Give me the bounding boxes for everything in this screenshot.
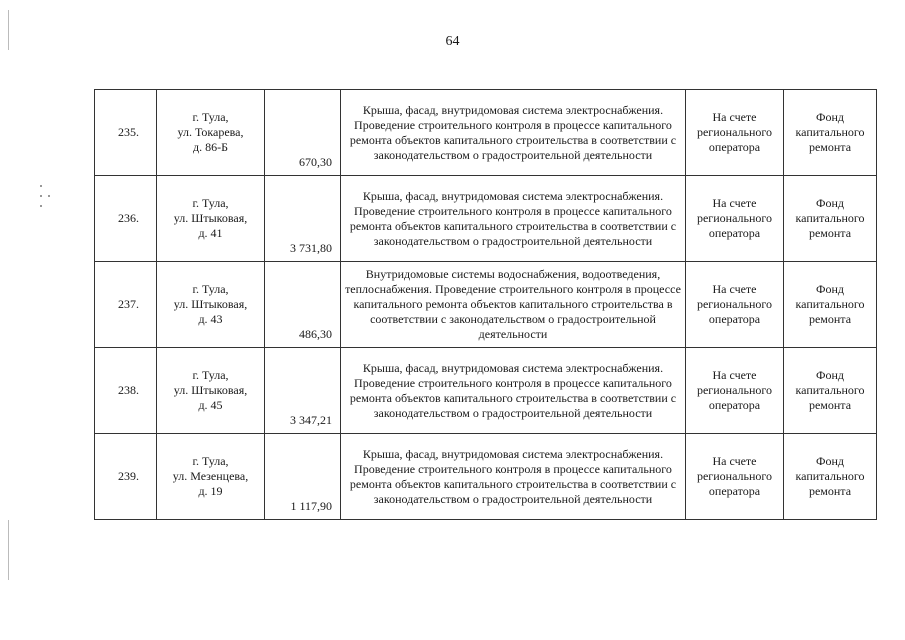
address-cell-line: г. Тула, (192, 282, 229, 296)
scan-dot (48, 195, 50, 197)
account-cell (686, 90, 784, 176)
account-cell-line: оператора (708, 226, 761, 240)
page-number: 64 (445, 34, 460, 49)
fund-cell-line: капитального (795, 469, 865, 483)
fund-cell-line: Фонд (815, 368, 844, 382)
works-cell: Внутридомовые системы водоснабжения, водоотведения, теплоснабжения. Проведение строительного контроля в процессе капитального ремонта объектов капитального строительства в соответствии с законодательством о градостроительной деятельности (341, 262, 686, 348)
works-cell: Крыша, фасад, внутридомовая система электроснабжения. Проведение строительного контроля в процессе капитального ремонта объектов капитального строительства в соответствии с законодательством о градостроительной деятельности (341, 434, 686, 520)
account-cell-line: На счете (712, 282, 757, 296)
fund-cell-line: Фонд (815, 454, 844, 468)
account-cell (686, 348, 784, 434)
account-cell-line: На счете (712, 110, 757, 124)
table-row (95, 176, 877, 262)
works-cell: Крыша, фасад, внутридомовая система электроснабжения. Проведение строительного контроля в процессе капитального ремонта объектов капитального строительства в соответствии с законодательством о градостроительной деятельности (341, 348, 686, 434)
fund-cell-line: Фонд (815, 196, 844, 210)
address-cell-line: д. 19 (198, 484, 223, 498)
fund-cell-line: ремонта (808, 484, 852, 498)
table-row (95, 348, 877, 434)
account-cell-line: регионального (696, 383, 773, 397)
area-cell: 3 731,80 (265, 176, 341, 262)
account-cell (686, 262, 784, 348)
row-number: 238. (95, 348, 157, 434)
account-cell-line: регионального (696, 125, 773, 139)
area-cell: 1 117,90 (265, 434, 341, 520)
account-cell (686, 434, 784, 520)
fund-cell-line: Фонд (815, 282, 844, 296)
repair-register-table (94, 89, 877, 520)
fund-cell (784, 348, 877, 434)
row-number: 235. (95, 90, 157, 176)
address-cell-line: г. Тула, (192, 454, 229, 468)
address-cell (157, 262, 265, 348)
address-cell-line: д. 45 (198, 398, 223, 412)
fund-cell (784, 434, 877, 520)
account-cell-line: оператора (708, 398, 761, 412)
scan-dot (40, 205, 42, 207)
account-cell-line: регионального (696, 211, 773, 225)
area-cell: 3 347,21 (265, 348, 341, 434)
address-cell-line: г. Тула, (192, 110, 229, 124)
table-body (95, 90, 877, 520)
row-number: 239. (95, 434, 157, 520)
area-cell: 486,30 (265, 262, 341, 348)
address-cell-line: д. 86-Б (193, 140, 228, 154)
fund-cell-line: Фонд (815, 110, 844, 124)
fund-cell-line: ремонта (808, 226, 852, 240)
scan-mark (8, 10, 9, 50)
works-cell: Крыша, фасад, внутридомовая система электроснабжения. Проведение строительного контроля в процессе капитального ремонта объектов капитального строительства в соответствии с законодательством о градостроительной деятельности (341, 90, 686, 176)
address-cell-line: ул. Штыковая, (173, 211, 248, 225)
account-cell-line: На счете (712, 454, 757, 468)
account-cell-line: оператора (708, 484, 761, 498)
account-cell (686, 176, 784, 262)
address-cell-line: ул. Штыковая, (173, 297, 248, 311)
fund-cell-line: ремонта (808, 140, 852, 154)
scan-mark (8, 520, 9, 580)
account-cell-line: регионального (696, 297, 773, 311)
address-cell-line: г. Тула, (192, 196, 229, 210)
fund-cell-line: ремонта (808, 312, 852, 326)
fund-cell-line: капитального (795, 125, 865, 139)
row-number: 236. (95, 176, 157, 262)
address-cell-line: г. Тула, (192, 368, 229, 382)
table-row (95, 434, 877, 520)
scan-dot (40, 195, 42, 197)
account-cell-line: На счете (712, 368, 757, 382)
address-cell-line: ул. Токарева, (177, 125, 244, 139)
area-cell: 670,30 (265, 90, 341, 176)
fund-cell (784, 90, 877, 176)
fund-cell (784, 262, 877, 348)
works-cell: Крыша, фасад, внутридомовая система электроснабжения. Проведение строительного контроля в процессе капитального ремонта объектов капитального строительства в соответствии с законодательством о градостроительной деятельности (341, 176, 686, 262)
fund-cell (784, 176, 877, 262)
address-cell-line: ул. Мезенцева, (172, 469, 249, 483)
account-cell-line: регионального (696, 469, 773, 483)
account-cell-line: оператора (708, 140, 761, 154)
address-cell-line: ул. Штыковая, (173, 383, 248, 397)
address-cell (157, 434, 265, 520)
address-cell (157, 176, 265, 262)
address-cell (157, 90, 265, 176)
fund-cell-line: ремонта (808, 398, 852, 412)
address-cell (157, 348, 265, 434)
fund-cell-line: капитального (795, 383, 865, 397)
row-number: 237. (95, 262, 157, 348)
table-row (95, 90, 877, 176)
fund-cell-line: капитального (795, 297, 865, 311)
scan-dot (40, 185, 42, 187)
fund-cell-line: капитального (795, 211, 865, 225)
account-cell-line: оператора (708, 312, 761, 326)
account-cell-line: На счете (712, 196, 757, 210)
address-cell-line: д. 41 (198, 226, 223, 240)
address-cell-line: д. 43 (198, 312, 223, 326)
table-row (95, 262, 877, 348)
